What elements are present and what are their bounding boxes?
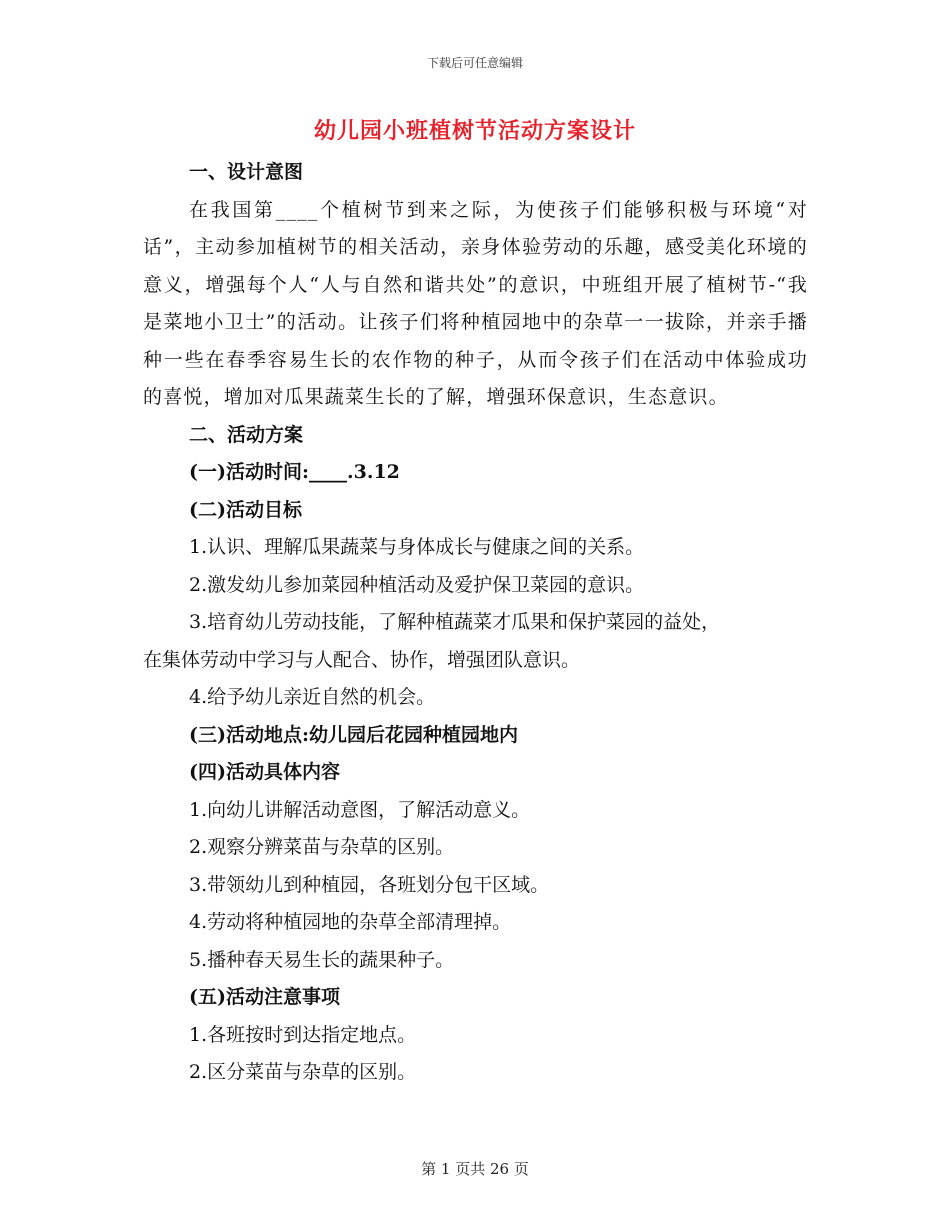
- section2-heading: 二、活动方案: [189, 423, 304, 446]
- goal-item: 1.认识、理解瓜果蔬菜与身体成长与健康之间的关系。: [189, 536, 645, 558]
- content-item: 4.劳动将种植园地的杂草全部清理掉。: [189, 911, 512, 933]
- section1-heading: 一、设计意图: [189, 161, 304, 183]
- page-footer: 第 1 页共 26 页: [421, 1160, 529, 1178]
- content-item: 2.观察分辨菜苗与杂草的区别。: [189, 836, 455, 858]
- content-item: 1.向幼儿讲解活动意图，了解活动意义。: [189, 798, 531, 821]
- content-item: 5.播种春天易生长的蔬果种子。: [189, 948, 455, 971]
- content-item: 3.带领幼儿到种植园，各班划分包干区域。: [189, 873, 550, 896]
- document-title: 幼儿园小班植树节活动方案设计: [313, 118, 636, 144]
- section1-paragraph: 在我国第____个植树节到来之际，为使孩子们能够积极与环境“对话”，主动参加植树节的相关活动，亲身体验劳动的乐趣，感受美化环境的意义，增强每个人“人与自然和谐共处”的意识，中班组开展了植树节-“我是菜地小卫士”的活动。让孩子们将种植园地中的杂草一一拔除，并亲手播种一些在春季容易生长的农作物的种子，从而令孩子们在活动中体验成功的喜悦，增加对瓜果蔬菜生长的了解，增强环保意识，生态意识。: [143, 198, 808, 408]
- goal-item: 3.培育幼儿劳动技能，了解种植蔬菜才瓜果和保护菜园的益处，: [189, 611, 721, 633]
- document-body: [143, 154, 808, 1092]
- goals-heading: (二)活动目标: [189, 498, 302, 521]
- notes-heading: (五)活动注意事项: [189, 986, 340, 1008]
- activity-time: (一)活动时间:____.3.12: [189, 461, 400, 483]
- content-heading: (四)活动具体内容: [189, 761, 340, 783]
- goal-item: 2.激发幼儿参加菜园种植活动及爱护保卫菜园的意识。: [189, 573, 645, 596]
- header-note: 下载后可任意编辑: [426, 56, 523, 70]
- note-item: 2.区分菜苗与杂草的区别。: [189, 1061, 417, 1083]
- goal-item: 4.给予幼儿亲近自然的机会。: [189, 686, 436, 708]
- goal-item-continued: 在集体劳动中学习与人配合、协作，增强团队意识。: [143, 648, 581, 671]
- activity-location: (三)活动地点:幼儿园后花园种植园地内: [189, 723, 518, 746]
- note-item: 1.各班按时到达指定地点。: [189, 1023, 417, 1046]
